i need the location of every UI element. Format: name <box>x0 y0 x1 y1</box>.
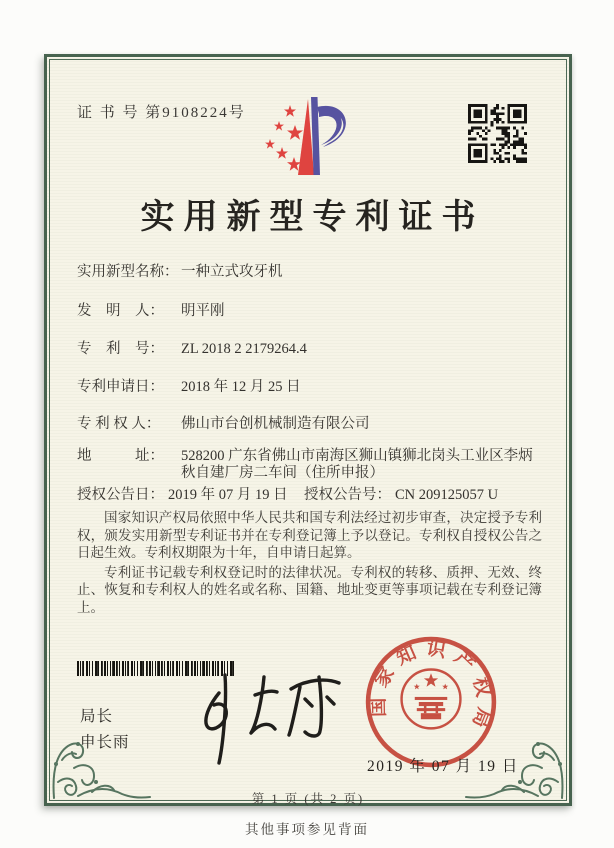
svg-text:国家知识产权局 <box>367 636 497 738</box>
field-row-address <box>77 448 543 482</box>
field-value: 2019 年 07 月 19 日 <box>168 487 288 503</box>
field-value: 一种立式攻牙机 <box>181 264 283 280</box>
field-row-patent-number <box>77 341 543 358</box>
field-value: 2018 年 12 月 25 日 <box>181 379 301 395</box>
seal-text: 国家知识产权局 <box>368 638 496 738</box>
field-label: 实用新型名称： <box>77 264 179 280</box>
field-value: 明平刚 <box>181 303 225 319</box>
field-row-grant <box>77 487 543 504</box>
grant-number-pair <box>304 487 498 504</box>
legal-text <box>77 509 542 619</box>
field-value: CN 209125057 U <box>395 487 499 503</box>
grant-date-pair <box>77 487 288 504</box>
field-row-inventor <box>77 303 543 320</box>
page-number: 第 1 页 (共 2 页) <box>251 792 365 806</box>
signer-title: 局长 <box>80 708 114 725</box>
field-value: 528200 广东省佛山市南海区狮山镇狮北岗头工业区李炳秋自建厂房二车间（住所申报） <box>181 448 533 481</box>
seal-date: 2019 年 07 月 19 日 <box>367 758 519 775</box>
floral-corner-ornament-icon <box>464 724 568 802</box>
field-label: 专 利 权 人： <box>77 416 161 432</box>
reverse-side-note: 其他事项参见背面 <box>245 822 369 837</box>
field-label: 发 明 人： <box>77 303 164 319</box>
handwritten-signature-icon <box>179 665 359 773</box>
qr-code-icon <box>468 104 527 163</box>
field-row-patentee <box>77 416 543 433</box>
field-value: 佛山市台创机械制造有限公司 <box>181 416 370 432</box>
legal-paragraph: 国家知识产权局依照中华人民共和国专利法经过初步审查，决定授予专利权，颁发实用新型专利证书并在专利登记簿上予以登记。专利权自授权公告之日起生效。专利权期限为十年，自申请日起算。 <box>77 510 542 561</box>
national-emblem <box>402 670 461 729</box>
legal-paragraph: 专利证书记载专利权登记时的法律状况。专利权的转移、质押、无效、终止、恢复和专利权人的姓名或名称、国籍、地址变更等事项记载在专利登记簿上。 <box>77 564 542 615</box>
floral-corner-ornament-icon <box>48 724 152 802</box>
signer-name: 申长雨 <box>80 734 130 751</box>
field-label: 地 址： <box>77 448 164 464</box>
field-label: 授权公告日： <box>77 487 164 503</box>
field-row-filing-date <box>77 379 543 396</box>
field-value: ZL 2018 2 2179264.4 <box>181 341 307 357</box>
certificate-number: 证 书 号 第9108224号 <box>77 105 246 121</box>
field-label: 授权公告号： <box>304 487 391 503</box>
cnipa-logo-icon <box>253 91 355 183</box>
field-label: 专利申请日： <box>77 379 164 395</box>
certificate-title: 实用新型专利证书 <box>140 199 485 236</box>
certificate-frame <box>44 54 572 806</box>
field-label: 专 利 号： <box>77 341 164 357</box>
field-row-name <box>77 264 543 281</box>
